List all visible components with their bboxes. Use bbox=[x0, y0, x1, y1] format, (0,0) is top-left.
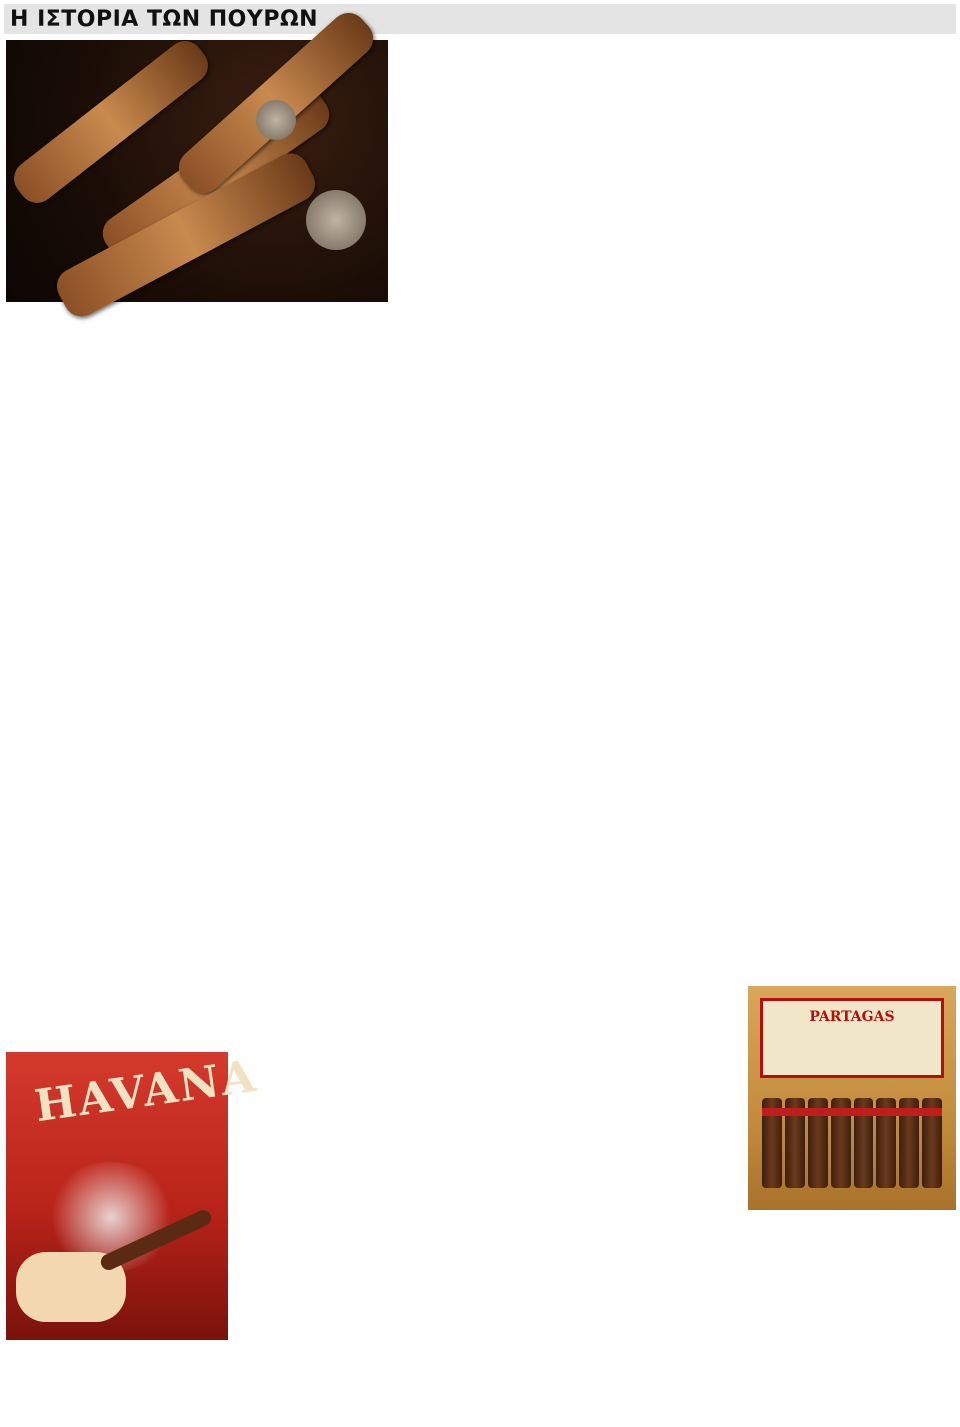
box-lid-label: PARTAGAS bbox=[809, 1009, 895, 1025]
title-bar bbox=[4, 4, 956, 34]
cigar-box-photo bbox=[748, 986, 956, 1210]
cigar-stick bbox=[922, 1098, 942, 1188]
cigar-ash bbox=[256, 100, 296, 140]
cigar-row bbox=[762, 1098, 942, 1188]
box-lid bbox=[760, 998, 944, 1078]
page-title: Η ΙΣΤΟΡΙΑ ΤΩΝ ΠΟΥΡΩΝ bbox=[10, 7, 319, 32]
poster-title: HAVANA bbox=[31, 1050, 261, 1133]
cigar-ash bbox=[306, 190, 366, 250]
havana-poster-photo bbox=[6, 1050, 261, 1340]
cigars-photo bbox=[6, 40, 388, 302]
